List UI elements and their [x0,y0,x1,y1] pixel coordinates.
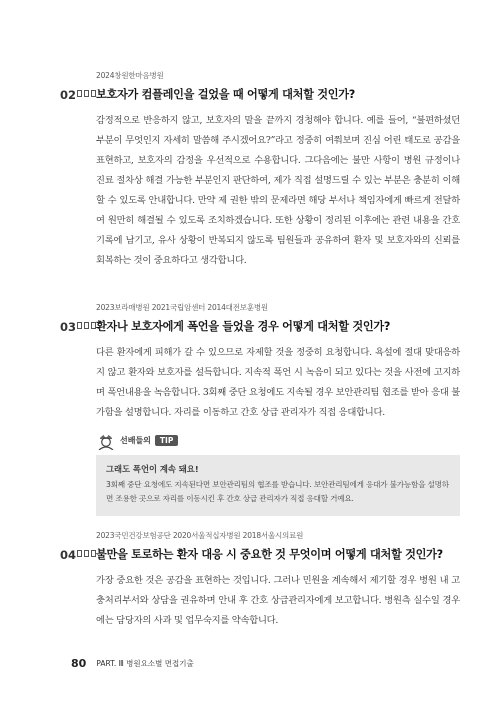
question-block-02 [60,70,460,271]
checkbox-icon [84,550,89,557]
checkbox-icon [84,322,89,329]
question-header [60,319,460,334]
part-label: PART. Ⅲ 병원요소별 면접기출 [96,659,194,668]
tip-title: 그래도 폭언이 계속 돼요! [106,464,199,474]
page-footer [71,657,194,670]
question-header [60,547,460,562]
nurse-icon [96,430,116,450]
checkbox-icons [77,322,96,329]
answer-text: 다른 환자에게 피해가 갈 수 있으므로 자제할 것을 정중히 요청합니다. 욕설에 절대 맞대응하지 않고 환자와 보호자를 설득합니다. 지속적 폭언 시 녹음이 되고 있다는 것을 사전에 고지하며 폭언내용을 녹음합니다. 3회째 중단 요청에도 지속될 경우 보안관리팀 협조를 받아 응대 불가함을 설명합니다. 자리를 이동하고 간호 상급 관리자가 직접 응대합니다. [96,347,460,418]
checkbox-icons [77,90,96,97]
question-source: 2024창원한마음병원 [96,71,164,80]
tip-header [96,429,460,451]
question-title: 불만을 토로하는 환자 대응 시 중요한 것 무엇이며 어떻게 대처할 것인가? [96,548,443,561]
tip-badge: TIP [155,435,178,446]
question-number: 02 [60,88,77,102]
question-number: 04 [60,548,77,562]
question-source: 2023보라매병원 2021국립암센터 2014대전보훈병원 [96,303,268,312]
tip-label: 선배들의 [120,435,151,445]
question-title: 환자나 보호자에게 폭언을 들었을 경우 어떻게 대처할 것인가? [96,320,391,333]
checkbox-icon [77,90,82,97]
question-title: 보호자가 컴플레인을 걸었을 때 어떻게 대처할 것인가? [96,88,355,101]
tip-text: 3회째 중단 요청에도 지속된다면 보안관리팀의 협조를 받습니다. 보안관리팀에게 응대가 불가능함을 설명하면 조용한 곳으로 자리를 이동시킨 후 간호 상급 관리자가 직접 응대할 거예요. [106,480,449,503]
question-block-03 [60,302,460,516]
checkbox-icon [84,90,89,97]
answer-text: 감정적으로 반응하지 않고, 보호자의 말을 끝까지 경청해야 합니다. 예를 들어, “불편하셨던 부분이 무엇인지 자세히 말씀해 주시겠어요?”라고 정중히 여쭤보며 진심 어린 태도로 공감을 표현하고, 보호자의 감정을 우선적으로 수용합니다. 그다음에는 불만 사항이 병원 규정이나 진료 절차상 해결 가능한 부분인지 판단하여, 제가 직접 설명드릴 수 있는 부분은 충분히 이해할 수 있도록 안내합니다. 만약 제 권한 밖의 문제라면 해당 부서나 책임자에게 빠르게 전달하여 원만히 해결될 수 있도록 조치하겠습니다. 또한 상황이 정리된 이후에는 관련 내용을 간호 기록에 남기고, 유사 상황이 반복되지 않도록 팀원들과 공유하여 환자 및 보호자와의 신뢰를 회복하는 것이 중요하다고 생각합니다. [96,115,460,266]
question-block-04 [60,530,460,631]
answer-text: 가장 중요한 것은 공감을 표현하는 것입니다. 그러나 민원을 계속해서 제기할 경우 병원 내 고충처리부서와 상담을 권유하며 안내 후 간호 상급관리자에게 보고합니다. 병원측 실수일 경우에는 담당자의 사과 및 업무숙지를 약속합니다. [96,575,460,626]
checkbox-icon [77,322,82,329]
checkbox-icon [77,550,82,557]
tip-box [96,455,460,516]
checkbox-icons [77,550,96,557]
question-source: 2023국민건강보험공단 2020서울적십자병원 2018서울시의료원 [96,531,304,540]
question-number: 03 [60,320,77,334]
page-number: 80 [71,657,87,670]
question-header [60,87,460,102]
senior-tip [96,429,460,516]
